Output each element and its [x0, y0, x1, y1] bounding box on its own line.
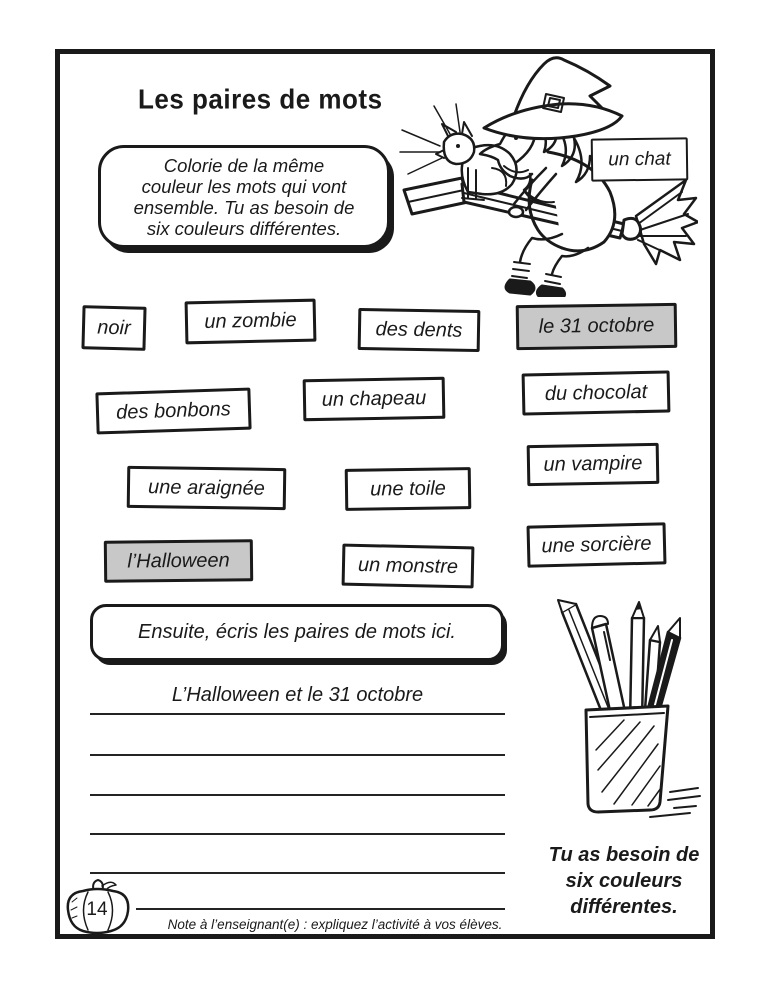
word-box-l-halloween: l’Halloween	[104, 539, 253, 583]
writing-line	[136, 908, 505, 910]
teacher-note: Note à l’enseignant(e) : expliquez l’activité à vos élèves.	[167, 917, 503, 932]
writing-line	[90, 754, 505, 756]
side-note-text: Tu as besoin de six couleurs différentes.	[548, 844, 700, 918]
writing-line	[90, 833, 505, 835]
word-box-des-bonbons: des bonbons	[95, 388, 251, 435]
word-box-une-toile: une toile	[345, 467, 472, 511]
writing-line	[90, 794, 505, 796]
instruction-box	[98, 145, 390, 248]
word-box-une-araignee: une araignée	[127, 466, 287, 510]
instruction-line: six couleurs différentes.	[146, 217, 342, 239]
write-pairs-instruction-box	[90, 604, 504, 661]
writing-line	[90, 872, 505, 874]
page-title: Les paires de mots	[138, 83, 383, 115]
instruction-line: couleur les mots qui vont	[141, 175, 347, 197]
word-box-un-vampire: un vampire	[527, 443, 660, 486]
word-box-noir: noir	[81, 305, 146, 351]
instruction-line: Colorie de la même	[163, 154, 325, 176]
word-box-des-dents: des dents	[358, 308, 481, 352]
word-box-une-sorciere: une sorcière	[527, 522, 667, 567]
pencil-cup-illustration	[552, 598, 702, 828]
write-pairs-instruction-text: Ensuite, écris les paires de mots ici.	[138, 621, 456, 643]
page-number: 14	[86, 899, 108, 920]
word-box-un-chat: un chat	[591, 137, 689, 181]
example-answer-text: L’Halloween et le 31 octobre	[171, 684, 424, 706]
instruction-line: ensemble. Tu as besoin de	[133, 196, 355, 218]
word-box-du-chocolat: du chocolat	[522, 370, 671, 415]
writing-line	[90, 713, 505, 715]
word-box-un-monstre: un monstre	[342, 544, 475, 589]
word-box-un-chapeau: un chapeau	[303, 377, 446, 421]
word-box-le-31-octobre: le 31 octobre	[516, 303, 678, 350]
word-box-un-zombie: un zombie	[185, 299, 317, 345]
